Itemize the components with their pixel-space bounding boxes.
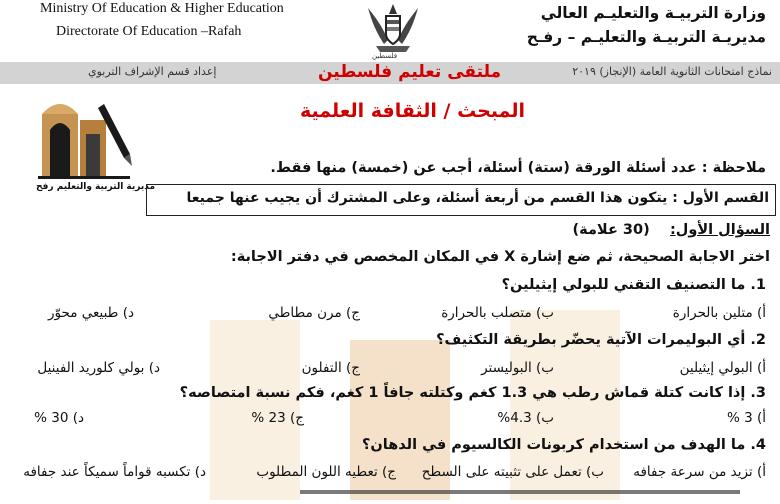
q1-option-d: د) طبيعي محوّر (48, 305, 134, 321)
q3-option-a: أ) 3 % (726, 410, 766, 426)
band-exam-title: نماذج امتحانات الثانوية العامة (الإنجاز) ٢٠١٩ (572, 65, 772, 78)
palestine-emblem-icon (362, 0, 424, 60)
question-one-marks: (30 علامة) (572, 222, 650, 238)
q2-option-d: د) بولي كلوريد الفينيل (37, 360, 160, 376)
cutoff-question-5 (300, 490, 740, 500)
q3-option-c: ج) 23 % (251, 410, 304, 426)
question-2: 2. أي البوليمرات الآتية يحضّر بطريقة التكثيف؟ (436, 332, 766, 348)
q4-option-c: ج) تعطيه اللون المطلوب (256, 464, 396, 480)
directorate-name-en: Directorate Of Education –Rafah (56, 24, 242, 39)
instruction-text: اختر الاجابة الصحيحة، ثم ضع إشارة X في المكان المخصص في دفتر الاجابة: (230, 249, 770, 265)
directorate-logo-icon (34, 92, 134, 182)
band-prepared-by: إعداد قسم الإشراف التربوي (88, 65, 217, 78)
question-4: 4. ما الهدف من استخدام كربونات الكالسيوم في الدهان؟ (361, 437, 766, 453)
section-one-text: القسم الأول : يتكون هذا القسم من أربعة أسئلة، وعلى المشترك أن يجيب عنها جميعا (186, 190, 769, 206)
section-one-box (146, 184, 776, 216)
q2-option-a: أ) البولي إيثيلين (679, 360, 766, 376)
q2-option-c: ج) التفلون (301, 360, 360, 376)
exam-note: ملاحظة : عدد أسئلة الورقة (ستة) أسئلة، أجب عن (خمسة) منها فقط. (270, 160, 766, 176)
band-brand: ملتقى تعليم فلسطين (318, 62, 502, 82)
logo-caption: مديرية التربية والتعليم رفح (36, 182, 156, 192)
q4-option-d: د) تكسبه قواماً سميكاً عند جفافه (23, 464, 206, 480)
q4-option-a: أ) تزيد من سرعة جفافه (633, 464, 766, 480)
q3-option-d: د) 30 % (34, 410, 84, 426)
q3-option-b: ب) 4.3% (497, 410, 554, 426)
q4-option-b: ب) تعمل على تثبيته على السطح (421, 464, 604, 480)
subject-title: المبحث / الثقافة العلمية (300, 100, 526, 122)
q1-option-c: ج) مرن مطاطي (268, 305, 360, 321)
emblem-caption: فلسطين (372, 52, 398, 60)
q2-option-b: ب) البوليستر (481, 360, 554, 376)
q1-option-a: أ) متلين بالحرارة (672, 305, 766, 321)
ministry-name-ar: وزارة التربيـة والتعليـم العالي (540, 4, 766, 22)
q1-option-b: ب) متصلب بالحرارة (441, 305, 554, 321)
ministry-name-en: Ministry Of Education & Higher Education (40, 1, 284, 16)
question-one-header (573, 222, 770, 238)
question-1: 1. ما التصنيف التقني للبولي إيثيلين؟ (501, 277, 766, 293)
exam-info-band (0, 62, 780, 84)
question-one-label: السؤال الأول: (669, 222, 770, 238)
directorate-name-ar: مديريـة التربيـة والتعليـم – رفـح (526, 28, 766, 46)
question-3: 3. إذا كانت كتلة قماش رطب هي 1.3 كغم وكتلته جافاً 1 كغم، فكم نسبة امتصاصه؟ (179, 385, 766, 401)
